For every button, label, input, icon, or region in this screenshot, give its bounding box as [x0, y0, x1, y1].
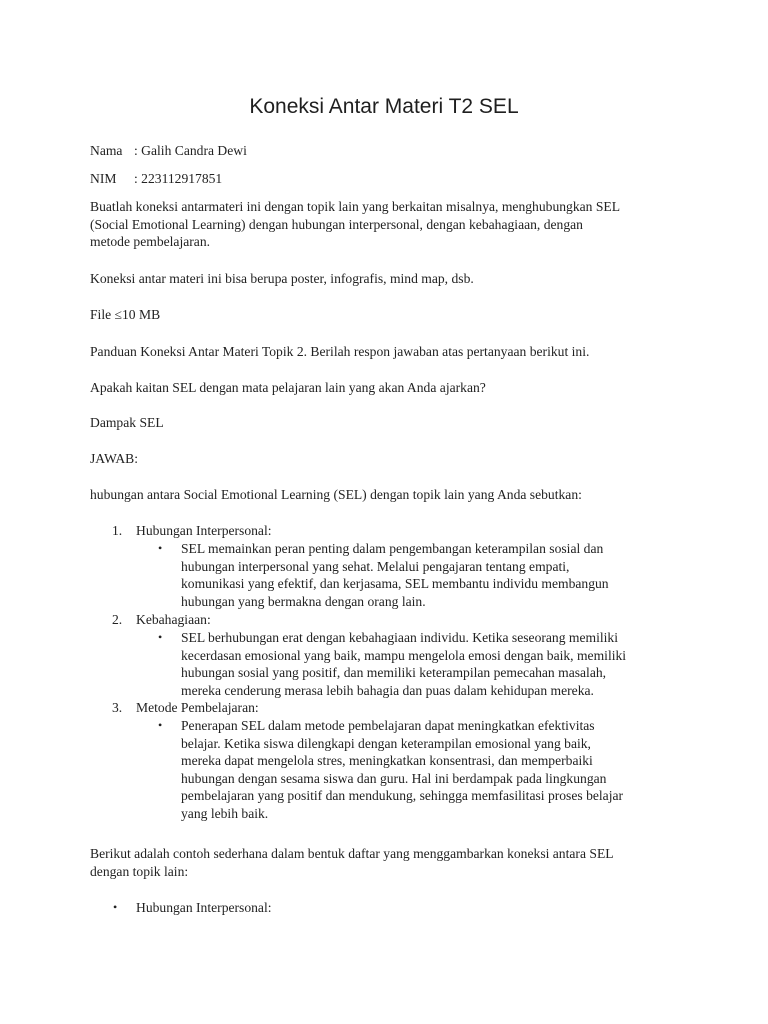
- text-line: hubungan yang bermakna dengan orang lain.: [181, 593, 426, 609]
- text-line: hubungan dengan sesama siswa dan guru. Hal ini berdampak pada lingkungan: [181, 770, 607, 786]
- bullet-icon: •: [113, 900, 118, 914]
- list-number: 2.: [112, 612, 123, 627]
- bullet-icon: •: [158, 630, 163, 644]
- outro-line: Berikut adalah contoh sederhana dalam bentuk daftar yang menggambarkan koneksi antara SEL: [90, 846, 614, 861]
- text-line: Penerapan SEL dalam metode pembelajaran dapat meningkatkan efektivitas: [181, 718, 595, 733]
- nim-row: [90, 170, 222, 188]
- intro-line: Buatlah koneksi antarmateri ini dengan topik lain yang berkaitan misalnya, menghubungkan SEL: [90, 199, 621, 214]
- list-item-text: [181, 717, 623, 822]
- list-item-text: [181, 540, 609, 610]
- text-line: SEL berhubungan erat dengan kebahagiaan individu. Ketika seseorang memiliki: [181, 630, 619, 645]
- panduan-paragraph: Panduan Koneksi Antar Materi Topik 2. Berilah respon jawaban atas pertanyaan berikut ini.: [90, 344, 590, 359]
- file-size-paragraph: File ≤10 MB: [90, 307, 161, 322]
- text-line: komunikasi yang efektif, dan kerjasama, SEL membantu individu membangun: [181, 576, 609, 591]
- final-bullet-text: Hubungan Interpersonal:: [136, 900, 272, 915]
- intro-line: metode pembelajaran.: [90, 234, 211, 249]
- name-row: [90, 142, 247, 160]
- text-line: hubungan sosial yang positif, dan memiliki keterampilan pemecahan masalah,: [181, 665, 607, 680]
- bullet-icon: •: [158, 718, 163, 732]
- nim-label: NIM: [90, 171, 117, 186]
- list-item-text: [181, 629, 626, 699]
- list-heading: Hubungan Interpersonal:: [136, 523, 272, 538]
- dampak-paragraph: Dampak SEL: [90, 415, 164, 430]
- question-paragraph: Apakah kaitan SEL dengan mata pelajaran lain yang akan Anda ajarkan?: [90, 380, 486, 395]
- nim-value: : 223112917851: [134, 171, 223, 186]
- text-line: SEL memainkan peran penting dalam pengembangan keterampilan sosial dan: [181, 541, 604, 556]
- intro-paragraph: [90, 198, 620, 251]
- text-line: kecerdasan emosional yang baik, mampu mengelola emosi dengan baik, memiliki: [181, 647, 627, 663]
- text-line: hubungan interpersonal yang sehat. Melalui pengajaran tentang empati,: [181, 558, 570, 574]
- text-line: mereka cenderung merasa lebih bahagia dan puas dalam kehidupan mereka.: [181, 682, 594, 698]
- outro-line: dengan topik lain:: [90, 863, 189, 879]
- intro-line: (Social Emotional Learning) dengan hubungan interpersonal, dengan kebahagiaan, dengan: [90, 216, 583, 232]
- text-line: pembelajaran yang positif dan mendukung, sehingga memfasilitasi proses belajar: [181, 788, 624, 803]
- hubungan-paragraph: hubungan antara Social Emotional Learning (SEL) dengan topik lain yang Anda sebutkan:: [90, 487, 582, 502]
- format-paragraph: Koneksi antar materi ini bisa berupa poster, infografis, mind map, dsb.: [90, 271, 474, 286]
- jawab-label: JAWAB:: [90, 451, 139, 466]
- text-line: belajar. Ketika siswa dilengkapi dengan keterampilan emosional yang baik,: [181, 735, 591, 751]
- list-heading: Metode Pembelajaran:: [136, 700, 259, 715]
- name-value: : Galih Candra Dewi: [134, 143, 247, 158]
- name-label: Nama: [90, 143, 123, 158]
- text-line: mereka dapat mengelola stres, meningkatkan konsentrasi, dan memperbaiki: [181, 753, 593, 768]
- outro-paragraph: [90, 845, 614, 880]
- text-line: yang lebih baik.: [181, 805, 269, 821]
- list-heading: Kebahagiaan:: [136, 612, 211, 627]
- document-title: Koneksi Antar Materi T2 SEL: [249, 95, 519, 118]
- list-number: 1.: [112, 523, 123, 538]
- bullet-icon: •: [158, 541, 163, 555]
- list-number: 3.: [112, 700, 123, 715]
